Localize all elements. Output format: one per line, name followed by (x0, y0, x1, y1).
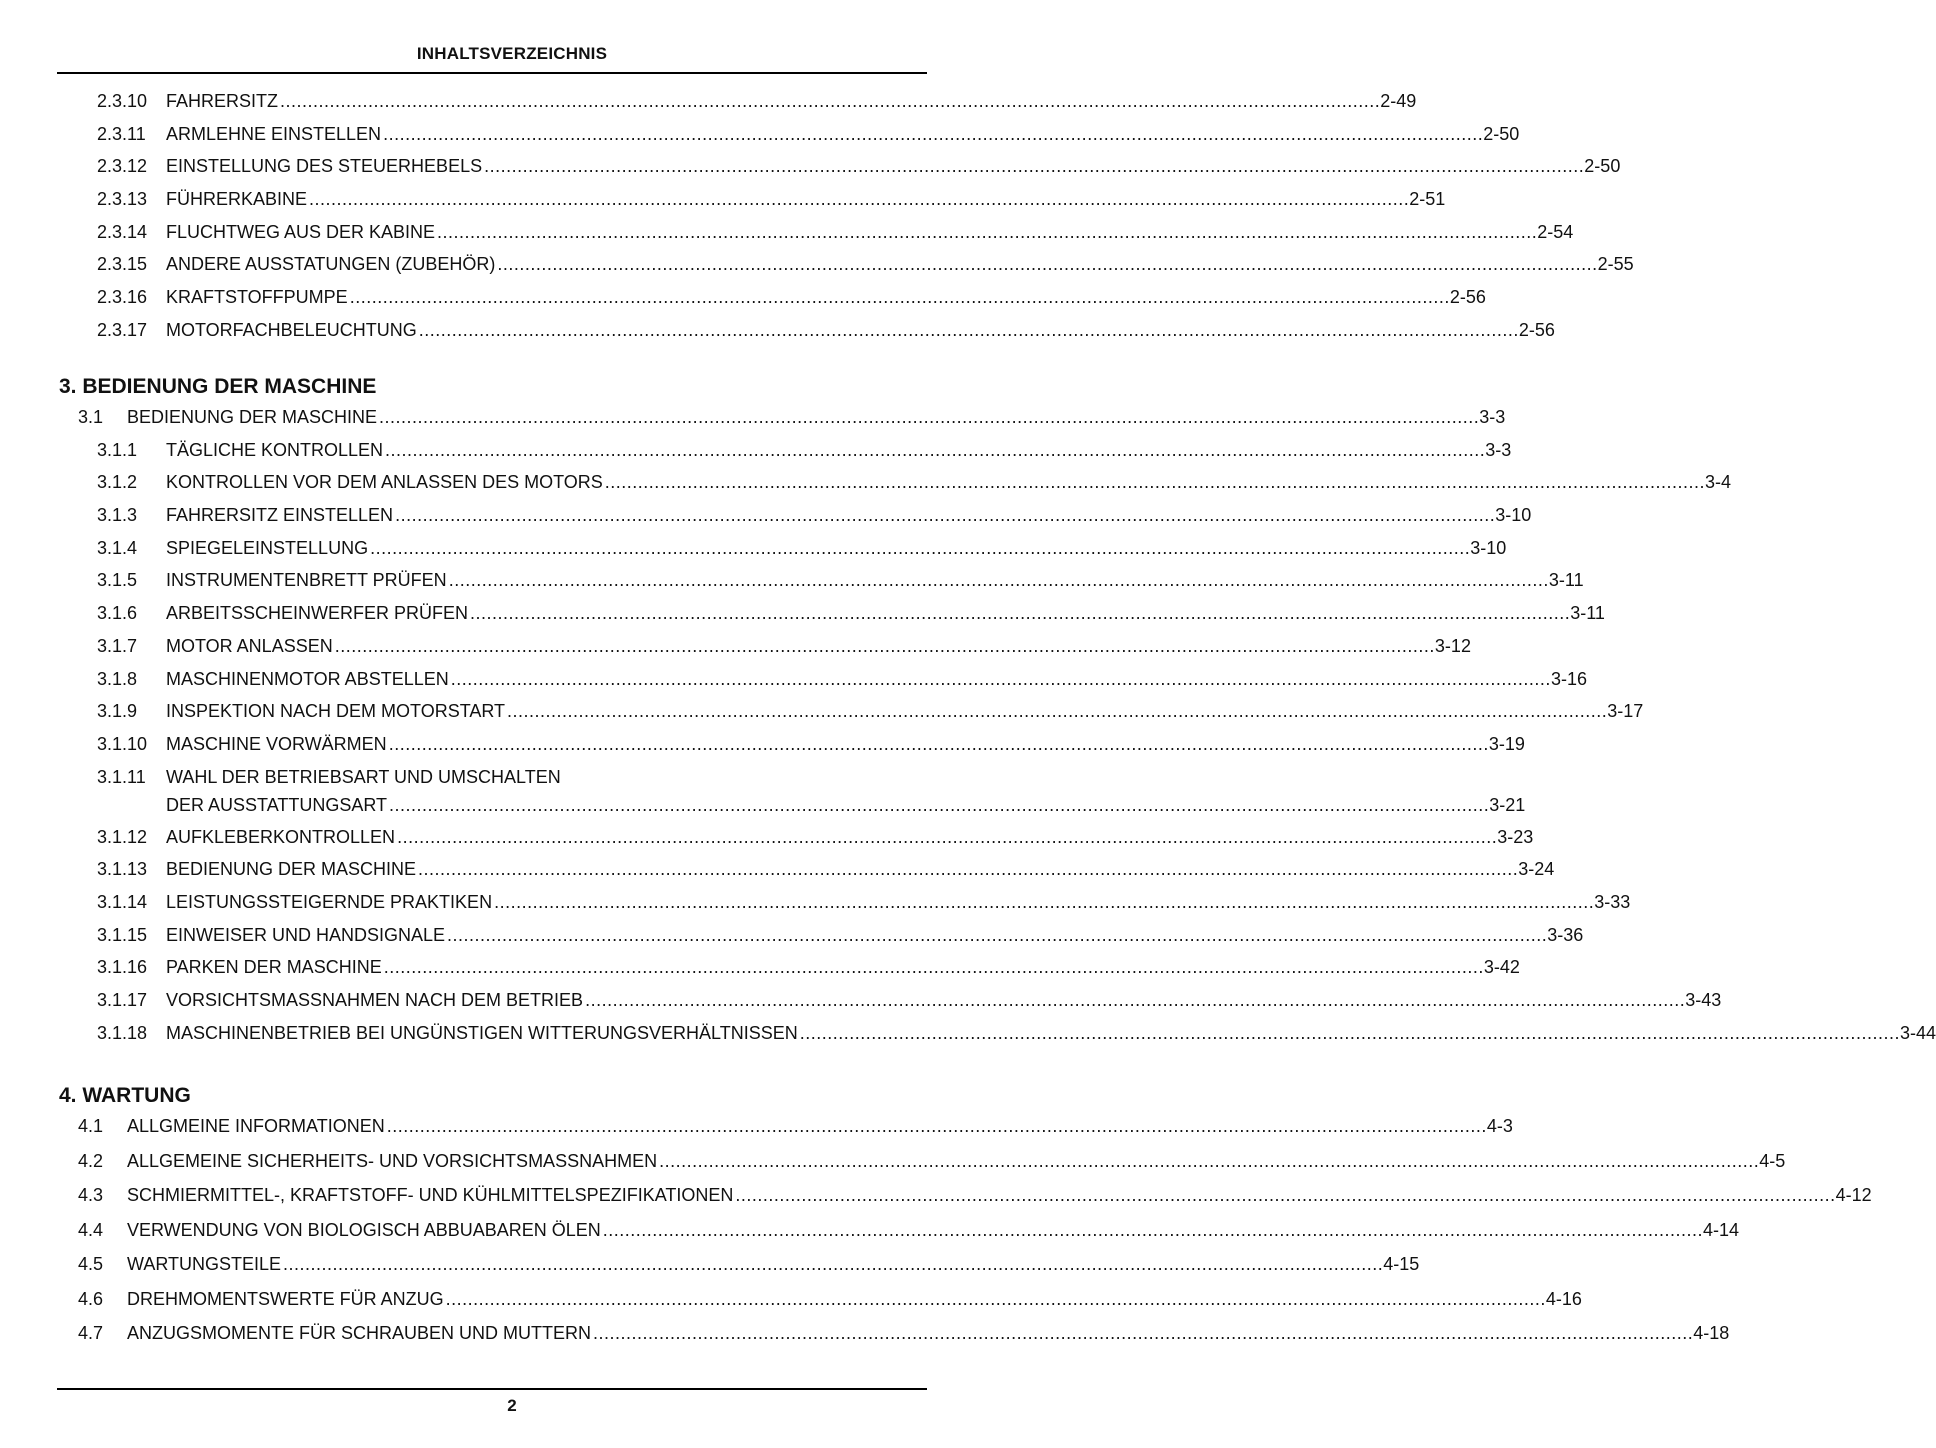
toc-entry[interactable] (0, 762, 1526, 822)
toc-entry-title: SPIEGELEINSTELLUNG (166, 537, 369, 558)
toc-entry-page: 4-18 (1693, 1323, 1730, 1343)
toc-entry-page: 2-50 (1483, 123, 1520, 144)
toc-entry-page: 3-3 (1485, 439, 1512, 460)
toc-entry[interactable] (0, 1249, 1420, 1284)
toc-entry-page: 2-56 (1518, 319, 1555, 340)
toc-entry-title: FAHRERSITZ (166, 91, 279, 111)
toc-dot-leader: ........................................................................................................................................................................................................ (349, 287, 1450, 308)
toc-entry-title: INSPEKTION NACH DEM MOTORSTART (166, 701, 506, 722)
toc-dot-leader: ........................................................................................................................................................................................................ (437, 221, 1538, 242)
toc-entry-number: 4.3 (78, 1185, 104, 1205)
toc-entry-number: 2.3.11 (97, 123, 146, 144)
toc-dot-leader: ........................................................................................................................................................................................................ (494, 891, 1595, 912)
toc-dot-leader: ........................................................................................................................................................................................................ (507, 701, 1608, 722)
toc-section-2-continued (0, 86, 1634, 348)
toc-entry[interactable] (0, 402, 1506, 435)
toc-entry[interactable] (0, 696, 1644, 729)
toc-entry[interactable] (0, 854, 1555, 887)
toc-entry[interactable] (0, 119, 1520, 152)
toc-entry-number: 3.1.4 (97, 537, 138, 558)
toc-entry[interactable] (0, 598, 1605, 631)
toc-entry-number: 2.3.10 (97, 91, 148, 111)
toc-entry-page: 4-15 (1383, 1254, 1420, 1274)
toc-entry-page: 3-33 (1594, 891, 1631, 912)
toc-entry-number: 3.1.7 (97, 635, 138, 656)
toc-entry-page: 3-21 (1489, 794, 1526, 815)
toc-entry-number: 3.1 (78, 407, 104, 427)
toc-entry-title: MASCHINENMOTOR ABSTELLEN (166, 668, 449, 689)
toc-dot-leader: ........................................................................................................................................................................................................ (450, 668, 1551, 689)
toc-entry-number: 2.3.15 (97, 254, 148, 275)
chapter-heading[interactable]: 3. BEDIENUNG DER MASCHINE (59, 375, 377, 398)
toc-dot-leader: ........................................................................................................................................................................................................ (385, 439, 1486, 460)
toc-entry[interactable] (0, 86, 1417, 119)
toc-entry-number: 2.3.12 (97, 156, 148, 177)
toc-entry[interactable] (0, 1284, 1582, 1319)
toc-dot-leader: ........................................................................................................................................................................................................ (445, 1288, 1546, 1309)
chapter-heading[interactable]: 4. WARTUNG (59, 1084, 191, 1107)
toc-entry-title: KRAFTSTOFFPUMPE (166, 287, 348, 308)
toc-dot-leader: ........................................................................................................................................................................................................ (470, 603, 1571, 624)
toc-entry[interactable] (0, 249, 1634, 282)
toc-dot-leader: ........................................................................................................................................................................................................ (593, 1323, 1694, 1343)
toc-entry-title: FAHRERSITZ EINSTELLEN (166, 505, 394, 526)
toc-entry-page: 4-16 (1545, 1288, 1582, 1309)
toc-entry-title: INSTRUMENTENBRETT PRÜFEN (166, 570, 447, 591)
toc-entry-number: 3.1.16 (97, 957, 148, 978)
toc-entry-number: 4.6 (78, 1288, 104, 1309)
toc-entry-title: KONTROLLEN VOR DEM ANLASSEN DES MOTORS (166, 472, 603, 493)
toc-dot-leader: ........................................................................................................................................................................................................ (309, 189, 1410, 210)
toc-entry-number: 3.1.2 (97, 472, 138, 493)
toc-entry[interactable] (0, 467, 1731, 500)
toc-entry-page: 4-12 (1835, 1185, 1872, 1205)
toc-entry-title: ANDERE AUSSTATUNGEN (ZUBEHÖR) (166, 254, 496, 275)
toc-entry-page: 4-14 (1702, 1219, 1740, 1240)
toc-entry[interactable] (0, 500, 1532, 533)
toc-dot-leader: ........................................................................................................................................................................................................ (418, 319, 1519, 340)
toc-entry-title: MASCHINENBETRIEB BEI UNGÜNSTIGEN WITTERUNGSVERHÄLTNISSEN (166, 1022, 798, 1043)
toc-dot-leader: ........................................................................................................................................................................................................ (334, 635, 1435, 656)
toc-entry[interactable] (0, 729, 1525, 762)
toc-dot-leader: ........................................................................................................................................................................................................ (395, 505, 1496, 526)
toc-dot-leader: ........................................................................................................................................................................................................ (799, 1022, 1900, 1043)
toc-dot-leader: ........................................................................................................................................................................................................ (397, 826, 1498, 847)
toc-entry-title: EINWEISER UND HANDSIGNALE (166, 924, 446, 945)
toc-entry-title-line1: WAHL DER BETRIEBSART UND UMSCHALTEN (166, 766, 561, 787)
toc-entry-page: 3-17 (1607, 701, 1644, 722)
toc-entry-title: WARTUNGSTEILE (127, 1254, 282, 1274)
toc-dot-leader: ........................................................................................................................................................................................................ (735, 1185, 1836, 1205)
toc-section-4 (0, 1081, 1872, 1353)
toc-entry-title: PARKEN DER MASCHINE (166, 957, 382, 978)
toc-dot-leader: ........................................................................................................................................................................................................ (379, 407, 1480, 427)
toc-dot-leader: ........................................................................................................................................................................................................ (585, 990, 1686, 1010)
toc-dot-leader: ........................................................................................................................................................................................................ (447, 924, 1548, 945)
toc-entry[interactable] (0, 985, 1722, 1018)
toc-dot-leader: ........................................................................................................................................................................................................ (283, 1254, 1384, 1274)
toc-dot-leader: ........................................................................................................................................................................................................ (370, 537, 1471, 558)
toc-entry-number: 2.3.14 (97, 221, 148, 242)
toc-entry[interactable] (0, 822, 1534, 855)
toc-entry-title: MASCHINE VORWÄRMEN (166, 733, 387, 754)
toc-entry-page: 3-44 (1899, 1022, 1936, 1043)
toc-dot-leader: ........................................................................................................................................................................................................ (497, 254, 1598, 275)
toc-dot-leader: ........................................................................................................................................................................................................ (659, 1150, 1760, 1171)
toc-entry-number: 3.1.3 (97, 505, 138, 526)
toc-dot-leader: ........................................................................................................................................................................................................ (386, 1116, 1487, 1136)
toc-entry-title: AUFKLEBERKONTROLLEN (166, 826, 396, 847)
toc-entry-number: 2.3.16 (97, 287, 148, 308)
toc-entry-page: 3-16 (1550, 668, 1587, 689)
toc-dot-leader: ........................................................................................................................................................................................................ (604, 472, 1705, 493)
toc-entry-page: 3-36 (1547, 924, 1584, 945)
toc-entry-number: 2.3.13 (97, 189, 148, 210)
toc-entry-page: 2-56 (1449, 287, 1486, 308)
toc-entry[interactable] (0, 1146, 1786, 1181)
toc-entry[interactable] (0, 631, 1471, 664)
toc-dot-leader: ........................................................................................................................................................................................................ (602, 1219, 1703, 1240)
toc-entry-number: 3.1.6 (97, 603, 138, 624)
toc-entry[interactable] (0, 435, 1512, 468)
toc-entry-page: 3-11 (1570, 603, 1605, 624)
toc-entry-page: 3-10 (1470, 537, 1507, 558)
toc-entry-number: 3.1.14 (97, 891, 148, 912)
toc-entry-number: 3.1.13 (97, 859, 148, 880)
toc-entry-page: 3-43 (1685, 990, 1722, 1010)
toc-entry-number: 3.1.9 (97, 701, 138, 722)
footer-rule (57, 1388, 927, 1390)
toc-dot-leader: ........................................................................................................................................................................................................ (383, 123, 1484, 144)
toc-entry-title: VORSICHTSMASSNAHMEN NACH DEM BETRIEB (166, 990, 584, 1010)
toc-entry-title: FLUCHTWEG AUS DER KABINE (166, 221, 436, 242)
toc-entry-number: 3.1.15 (97, 924, 148, 945)
toc-entry-number: 3.1.18 (97, 1022, 148, 1043)
toc-entry-number: 4.5 (78, 1254, 104, 1274)
toc-entry-page: 2-50 (1584, 156, 1621, 177)
toc-entry-title: EINSTELLUNG DES STEUERHEBELS (166, 156, 483, 177)
toc-entry[interactable] (0, 1111, 1513, 1146)
toc-entry[interactable] (0, 952, 1520, 985)
toc-entry[interactable] (0, 920, 1584, 953)
toc-entry[interactable] (0, 315, 1555, 348)
toc-dot-leader: ........................................................................................................................................................................................................ (448, 570, 1549, 591)
toc-entry-title: BEDIENUNG DER MASCHINE (166, 859, 417, 880)
toc-entry-number: 4.4 (78, 1219, 104, 1240)
toc-entry-title: VERWENDUNG VON BIOLOGISCH ABBUABAREN ÖLEN (127, 1219, 601, 1240)
toc-entry-title: MOTOR ANLASSEN (166, 635, 333, 656)
toc-entry-page: 3-19 (1488, 733, 1525, 754)
toc-entry[interactable] (0, 1318, 1730, 1353)
toc-entry-number: 4.1 (78, 1116, 104, 1136)
toc-entry-number: 3.1.17 (97, 990, 148, 1010)
toc-entry-page: 3-4 (1704, 472, 1731, 493)
toc-entry-number: 3.1.12 (97, 826, 148, 847)
toc-entry-page: 3-12 (1434, 635, 1471, 656)
toc-section-3 (0, 372, 1936, 1050)
toc-entry-title: LEISTUNGSSTEIGERNDE PRAKTIKEN (166, 891, 493, 912)
toc-entry-number: 3.1.10 (97, 733, 148, 754)
toc-dot-leader: ........................................................................................................................................................................................................ (389, 794, 1490, 815)
toc-entry-number: 4.7 (78, 1323, 104, 1343)
toc-entry[interactable] (0, 282, 1486, 315)
page-number: 2 (507, 1396, 517, 1415)
toc-entry-page: 3-11 (1548, 570, 1584, 591)
toc-entry-title: BEDIENUNG DER MASCHINE (127, 407, 378, 427)
toc-entry[interactable] (0, 565, 1584, 598)
toc-entry-number: 4.2 (78, 1150, 104, 1171)
toc-entry-title: ALLGMEINE INFORMATIONEN (127, 1116, 385, 1136)
toc-dot-leader: ........................................................................................................................................................................................................ (383, 957, 1484, 978)
toc-entry-title: FÜHRERKABINE (166, 189, 308, 210)
toc-entry-title: ALLGEMEINE SICHERHEITS- UND VORSICHTSMASSNAHMEN (127, 1150, 658, 1171)
toc-entry[interactable] (0, 533, 1507, 566)
toc-entry-number: 3.1.8 (97, 668, 138, 689)
toc-entry-title: ANZUGSMOMENTE FÜR SCHRAUBEN UND MUTTERN (127, 1323, 592, 1343)
toc-entry-title: MOTORFACHBELEUCHTUNG (166, 319, 417, 340)
toc-entry-page: 3-24 (1518, 859, 1555, 880)
toc-entry-number: 3.1.1 (97, 439, 138, 460)
toc-entry-page: 2-55 (1597, 254, 1634, 275)
toc-dot-leader: ........................................................................................................................................................................................................ (484, 156, 1585, 177)
header-rule (57, 72, 927, 74)
toc-entry-page: 3-3 (1479, 407, 1506, 427)
toc-entry-title: DER AUSSTATTUNGSART (166, 794, 388, 815)
toc-entry-number: 3.1.11 (97, 766, 146, 787)
toc-entry-title: ARMLEHNE EINSTELLEN (166, 123, 382, 144)
toc-entry[interactable] (0, 1180, 1872, 1215)
toc-entry[interactable] (0, 184, 1446, 217)
toc-entry-page: 4-5 (1759, 1150, 1786, 1171)
toc-entry-title: ARBEITSSCHEINWERFER PRÜFEN (166, 603, 469, 624)
toc-entry-page: 3-23 (1497, 826, 1534, 847)
toc-entry-page: 4-3 (1486, 1116, 1513, 1136)
toc-entry-page: 3-42 (1483, 957, 1520, 978)
toc-entry-title: DREHMOMENTSWERTE FÜR ANZUG (127, 1288, 444, 1309)
toc-entry-number: 2.3.17 (97, 319, 148, 340)
toc-entry[interactable] (0, 217, 1574, 250)
toc-entry[interactable] (0, 887, 1631, 920)
toc-entry-title: SCHMIERMITTEL-, KRAFTSTOFF- UND KÜHLMITTELSPEZIFIKATIONEN (127, 1185, 734, 1205)
toc-dot-leader: ........................................................................................................................................................................................................ (280, 91, 1381, 111)
toc-entry[interactable] (0, 151, 1621, 184)
toc-entry[interactable] (0, 1215, 1740, 1250)
toc-entry-page: 3-10 (1495, 505, 1532, 526)
toc-entry[interactable] (0, 664, 1587, 697)
page-header-title: INHALTSVERZEICHNIS (416, 44, 608, 63)
toc-entry[interactable] (0, 1018, 1936, 1051)
toc-entry-number: 3.1.5 (97, 570, 138, 591)
toc-dot-leader: ........................................................................................................................................................................................................ (388, 733, 1489, 754)
toc-entry-page: 2-51 (1409, 189, 1446, 210)
toc-dot-leader: ........................................................................................................................................................................................................ (418, 859, 1519, 880)
toc-entry-page: 2-49 (1380, 91, 1417, 111)
toc-entry-page: 2-54 (1537, 221, 1574, 242)
toc-entry-title: TÄGLICHE KONTROLLEN (166, 439, 384, 460)
